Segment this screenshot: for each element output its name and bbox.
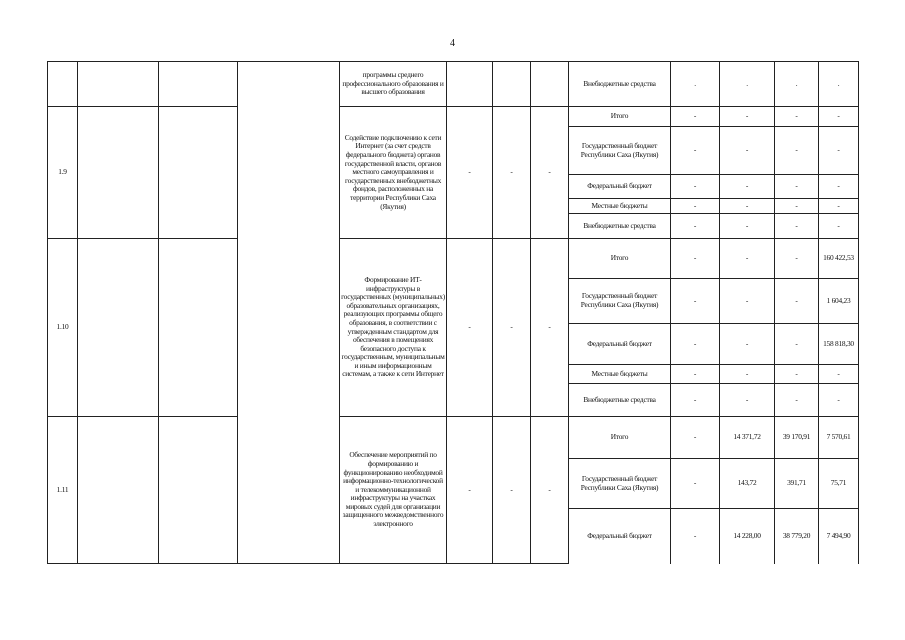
table-row <box>48 239 859 279</box>
value-cell: - <box>720 365 775 384</box>
cell-empty <box>159 107 238 239</box>
funding-source: Государственный бюджет Республики Саха (Якутия) <box>569 279 671 324</box>
value-cell: - <box>775 214 819 239</box>
section-code: 1.10 <box>48 239 78 417</box>
value-cell: . <box>720 62 775 107</box>
measure-description: Обеспечение мероприятий по формированию и функционированию необходимой информационно-технологической и телекоммуникационной инфраструктуры на участках мировых судей для организации защищенного межведомственного электронного <box>340 417 447 564</box>
budget-table <box>47 61 859 564</box>
cell-empty <box>493 62 531 107</box>
table-row <box>48 417 859 459</box>
value-cell: 14 371,72 <box>720 417 775 459</box>
value-cell: - <box>531 239 569 417</box>
value-cell: - <box>775 127 819 175</box>
measure-description: Содействие подключению к сети Интернет (за счет средств федерального бюджета) органов государственной власти, органов местного самоуправления и государственных внебюджетных фондов, расположенных на территории Республики Саха (Якутия) <box>340 107 447 239</box>
value-cell: 75,71 <box>819 459 859 509</box>
value-cell: - <box>775 279 819 324</box>
cell-empty <box>159 239 238 417</box>
table-row <box>48 62 859 107</box>
value-cell: - <box>671 417 720 459</box>
value-cell: - <box>493 417 531 564</box>
value-cell: - <box>720 279 775 324</box>
value-cell: - <box>671 324 720 365</box>
value-cell: - <box>671 107 720 127</box>
value-cell: - <box>720 107 775 127</box>
value-cell: - <box>775 199 819 214</box>
value-cell: 160 422,53 <box>819 239 859 279</box>
cell-empty <box>159 62 238 107</box>
value-cell: - <box>671 509 720 564</box>
value-cell: - <box>720 384 775 417</box>
value-cell: - <box>720 324 775 365</box>
value-cell: 1 604,23 <box>819 279 859 324</box>
value-cell: - <box>775 239 819 279</box>
value-cell: - <box>671 199 720 214</box>
measure-description: программы среднего профессионального образования и высшего образования <box>340 62 447 107</box>
value-cell: - <box>447 107 493 239</box>
value-cell: - <box>671 239 720 279</box>
value-cell: - <box>775 324 819 365</box>
measure-description: Формирование ИТ-инфраструктуры в государственных (муниципальных) образовательных организациях, реализующих программы общего образования, в соответствии с утвержденным стандартом для обеспечения в помещениях безопасного доступа к государственным, муниципальным и иным информационным системам, а также к сети Интернет <box>340 239 447 417</box>
funding-source: Итого <box>569 239 671 279</box>
value-cell: 391,71 <box>775 459 819 509</box>
value-cell: - <box>493 107 531 239</box>
cell-empty-merged <box>238 62 340 564</box>
funding-source: Внебюджетные средства <box>569 62 671 107</box>
value-cell: - <box>819 365 859 384</box>
cell-empty <box>78 62 159 107</box>
value-cell: - <box>720 127 775 175</box>
value-cell: - <box>671 384 720 417</box>
value-cell: - <box>531 417 569 564</box>
value-cell: - <box>775 107 819 127</box>
table-row <box>48 107 859 127</box>
value-cell: - <box>819 107 859 127</box>
value-cell: . <box>819 62 859 107</box>
cell-empty <box>78 107 159 239</box>
section-code: 1.11 <box>48 417 78 564</box>
value-cell: - <box>819 127 859 175</box>
funding-source: Федеральный бюджет <box>569 175 671 199</box>
value-cell: 14 228,00 <box>720 509 775 564</box>
funding-source: Местные бюджеты <box>569 199 671 214</box>
cell-empty <box>159 417 238 564</box>
funding-source: Внебюджетные средства <box>569 214 671 239</box>
value-cell: - <box>775 384 819 417</box>
page-number: 4 <box>450 38 455 49</box>
funding-source: Местные бюджеты <box>569 365 671 384</box>
value-cell: - <box>720 239 775 279</box>
value-cell: - <box>447 239 493 417</box>
value-cell: - <box>819 199 859 214</box>
funding-source: Федеральный бюджет <box>569 324 671 365</box>
value-cell: - <box>819 384 859 417</box>
value-cell: - <box>720 199 775 214</box>
funding-source: Итого <box>569 417 671 459</box>
value-cell: - <box>447 417 493 564</box>
value-cell: . <box>775 62 819 107</box>
funding-source: Федеральный бюджет <box>569 509 671 564</box>
value-cell: - <box>671 279 720 324</box>
value-cell: 7 494,90 <box>819 509 859 564</box>
value-cell: 143,72 <box>720 459 775 509</box>
cell-empty <box>48 62 78 107</box>
section-code: 1.9 <box>48 107 78 239</box>
value-cell: . <box>671 62 720 107</box>
cell-empty <box>78 239 159 417</box>
cell-empty <box>531 62 569 107</box>
value-cell: - <box>720 214 775 239</box>
value-cell: 38 779,20 <box>775 509 819 564</box>
value-cell: - <box>775 365 819 384</box>
value-cell: - <box>671 175 720 199</box>
value-cell: 158 818,30 <box>819 324 859 365</box>
value-cell: - <box>819 175 859 199</box>
value-cell: - <box>671 214 720 239</box>
value-cell: - <box>671 127 720 175</box>
funding-source: Государственный бюджет Республики Саха (Якутия) <box>569 459 671 509</box>
funding-source: Государственный бюджет Республики Саха (Якутия) <box>569 127 671 175</box>
value-cell: - <box>493 239 531 417</box>
value-cell: - <box>819 214 859 239</box>
cell-empty <box>78 417 159 564</box>
value-cell: 39 170,91 <box>775 417 819 459</box>
funding-source: Итого <box>569 107 671 127</box>
value-cell: - <box>720 175 775 199</box>
value-cell: - <box>671 365 720 384</box>
value-cell: - <box>775 175 819 199</box>
cell-empty <box>447 62 493 107</box>
value-cell: 7 570,61 <box>819 417 859 459</box>
value-cell: - <box>671 459 720 509</box>
funding-source: Внебюджетные средства <box>569 384 671 417</box>
value-cell: - <box>531 107 569 239</box>
